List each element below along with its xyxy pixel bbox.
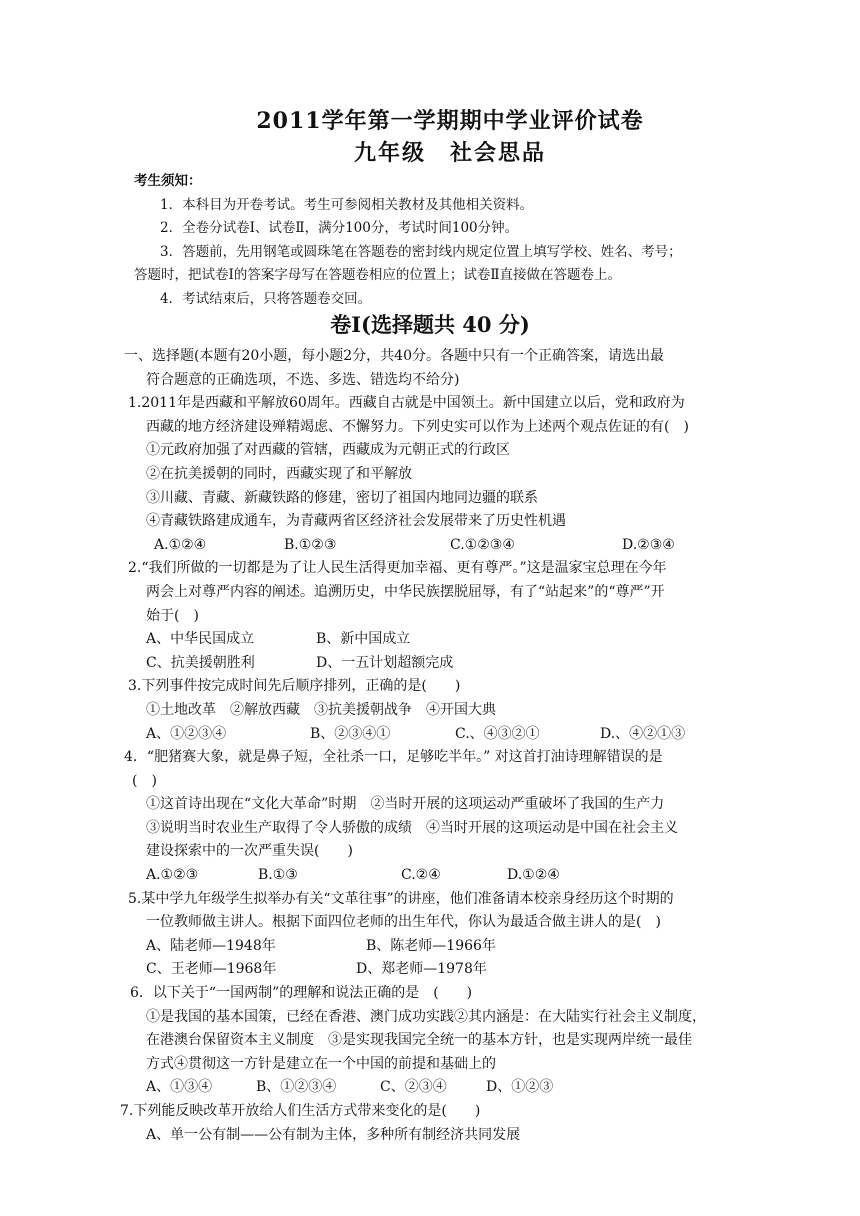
question-line: 方式④贯彻这一方针是建立在一个中国的前提和基础上的 — [146, 1055, 496, 1072]
answer-option: A、①②③④ — [146, 725, 227, 742]
question-line: 2.“我们所做的一切都是为了让人民生活得更加幸福、更有尊严。”这是温家宝总理在今年 — [128, 560, 667, 577]
question-line: 一位教师做主讲人。根据下面四位老师的出生年代，你认为最适合做主讲人的是( ) — [146, 914, 661, 931]
question-line: ②在抗美援朝的同时，西藏实现了和平解放 — [146, 465, 412, 482]
instructions-line: 符合题意的正确选项，不选、多选、错选均不给分) — [146, 371, 460, 388]
answer-options — [128, 652, 734, 676]
answer-option: A.①②③ — [146, 867, 199, 884]
notice-item: 4．考试结束后，只将答题卷交回。 — [160, 290, 372, 307]
answer-options — [128, 723, 734, 747]
question-line: 4．“肥猪赛大象，就是鼻子短，全社杀一口，足够吃半年。” 对这首打油诗理解错误的是 — [124, 749, 663, 766]
question-line: 1.2011年是西藏和平解放60周年。西藏自古就是中国领土。新中国建立以后，党和政府为 — [128, 395, 685, 412]
notice-item: 3．答题前，先用钢笔或圆珠笔在答题卷的密封线内规定位置上填写学校、姓名、考号； — [160, 243, 682, 260]
answer-option: D、①②③ — [486, 1079, 554, 1096]
answer-option: A、①③④ — [146, 1079, 213, 1096]
answer-options — [128, 935, 734, 959]
question-line: 7.下列能反映改革开放给人们生活方式带来变化的是( ) — [120, 1103, 481, 1119]
answer-option: C、王老师—1968年 — [146, 961, 277, 978]
question-line: 建设探索中的一次严重失误( ) — [146, 843, 353, 860]
answer-options — [128, 534, 734, 558]
exam-notice — [134, 170, 734, 311]
answer-option: D、郑老师—1978年 — [356, 961, 487, 978]
question-line: ①土地改革 ②解放西藏 ③抗美援朝战争 ④开国大典 — [146, 701, 496, 718]
answer-options — [128, 1076, 734, 1100]
answer-option: C.②④ — [401, 867, 441, 884]
answer-option: D、一五计划超额完成 — [316, 654, 454, 671]
answer-option: A、中华民国成立 — [146, 631, 255, 648]
answer-options — [128, 958, 734, 982]
answer-option: A.①②④ — [154, 536, 207, 553]
question-line: ③说明当时农业生产取得了令人骄傲的成绩 ④当时开展的这项运动是中国在社会主义 — [146, 819, 678, 836]
question-line: 3.下列事件按完成时间先后顺序排列，正确的是( ) — [128, 678, 461, 695]
question-line: ①这首诗出现在“文化大革命”时期 ②当时开展的这项运动严重破坏了我国的生产力 — [146, 796, 665, 813]
question-line: ①元政府加强了对西藏的管辖，西藏成为元朝正式的行政区 — [146, 442, 510, 459]
question-line: 西藏的地方经济建设殚精竭虑、不懈努力。下列史实可以作为上述两个观点佐证的有( ) — [146, 418, 689, 435]
answer-option: C.①②③④ — [450, 536, 515, 553]
question-line: 6．以下关于“一国两制”的理解和说法正确的是 ( ) — [130, 985, 473, 1002]
question-line: ③川藏、青藏、新藏铁路的修建，密切了祖国内地同边疆的联系 — [146, 489, 538, 506]
answer-option: C.、④③②① — [455, 725, 540, 742]
answer-options — [128, 864, 734, 888]
question-line: 5.某中学九年级学生拟举办有关“文革往事”的讲座，他们准备请本校亲身经历这个时期的 — [128, 890, 674, 907]
question-line: ①是我国的基本国策，已经在香港、澳门成功实践②其内涵是：在大陆实行社会主义制度， — [146, 1008, 706, 1025]
notice-item-continued: 答题时，把试卷Ⅰ的答案字母写在答题卷相应的位置上；试卷Ⅱ直接做在答题卷上。 — [134, 267, 622, 283]
answer-options — [128, 628, 734, 652]
instructions-line: 一、选择题(本题有20小题，每小题2分，共40分。各题中只有一个正确答案，请选出最 — [124, 348, 664, 364]
question-line: ( ) — [132, 772, 157, 789]
answer-option: D.②③④ — [622, 536, 675, 553]
answer-option: B.①③ — [258, 867, 298, 884]
exam-title: 2011学年第一学期期中学业评价试卷 — [256, 108, 644, 134]
question-line: 两会上对尊严内容的阐述。追溯历史，中华民族摆脱屈辱，有了“站起来”的“尊严”开 — [146, 583, 665, 600]
answer-option: D.①②④ — [507, 867, 560, 884]
section-title: 卷Ⅰ(选择题共 40 分) — [330, 312, 530, 337]
answer-option: B、①②③④ — [256, 1079, 337, 1096]
question-line: 在港澳台保留资本主义制度 ③是实现我国完全统一的基本方针，也是实现两岸统一最佳 — [146, 1032, 692, 1049]
answer-option: B.①②③ — [284, 536, 337, 553]
answer-option: B、陈老师—1966年 — [366, 937, 496, 954]
answer-option: A、陆老师—1948年 — [146, 937, 276, 954]
answer-option: B、新中国成立 — [316, 631, 411, 648]
question-line: A、单一公有制——公有制为主体，多种所有制经济共同发展 — [146, 1126, 521, 1143]
answer-option: D.、④②①③ — [600, 725, 686, 742]
notice-item: 2．全卷分试卷Ⅰ、试卷Ⅱ，满分100分，考试时间100分钟。 — [160, 220, 519, 236]
answer-option: C、抗美援朝胜利 — [146, 654, 255, 671]
answer-option: C、②③④ — [380, 1079, 447, 1096]
notice-heading: 考生须知： — [134, 173, 202, 189]
question-line: 始于( ) — [146, 607, 199, 624]
answer-option: B、②③④① — [310, 725, 391, 742]
question-list — [120, 345, 734, 1147]
notice-item: 1．本科目为开卷考试。考生可参阅相关教材及其他相关资料。 — [160, 196, 534, 213]
question-line: ④青藏铁路建成通车，为青藏两省区经济社会发展带来了历史性机遇 — [146, 513, 566, 530]
exam-subtitle: 九年级 社会思品 — [353, 140, 546, 166]
